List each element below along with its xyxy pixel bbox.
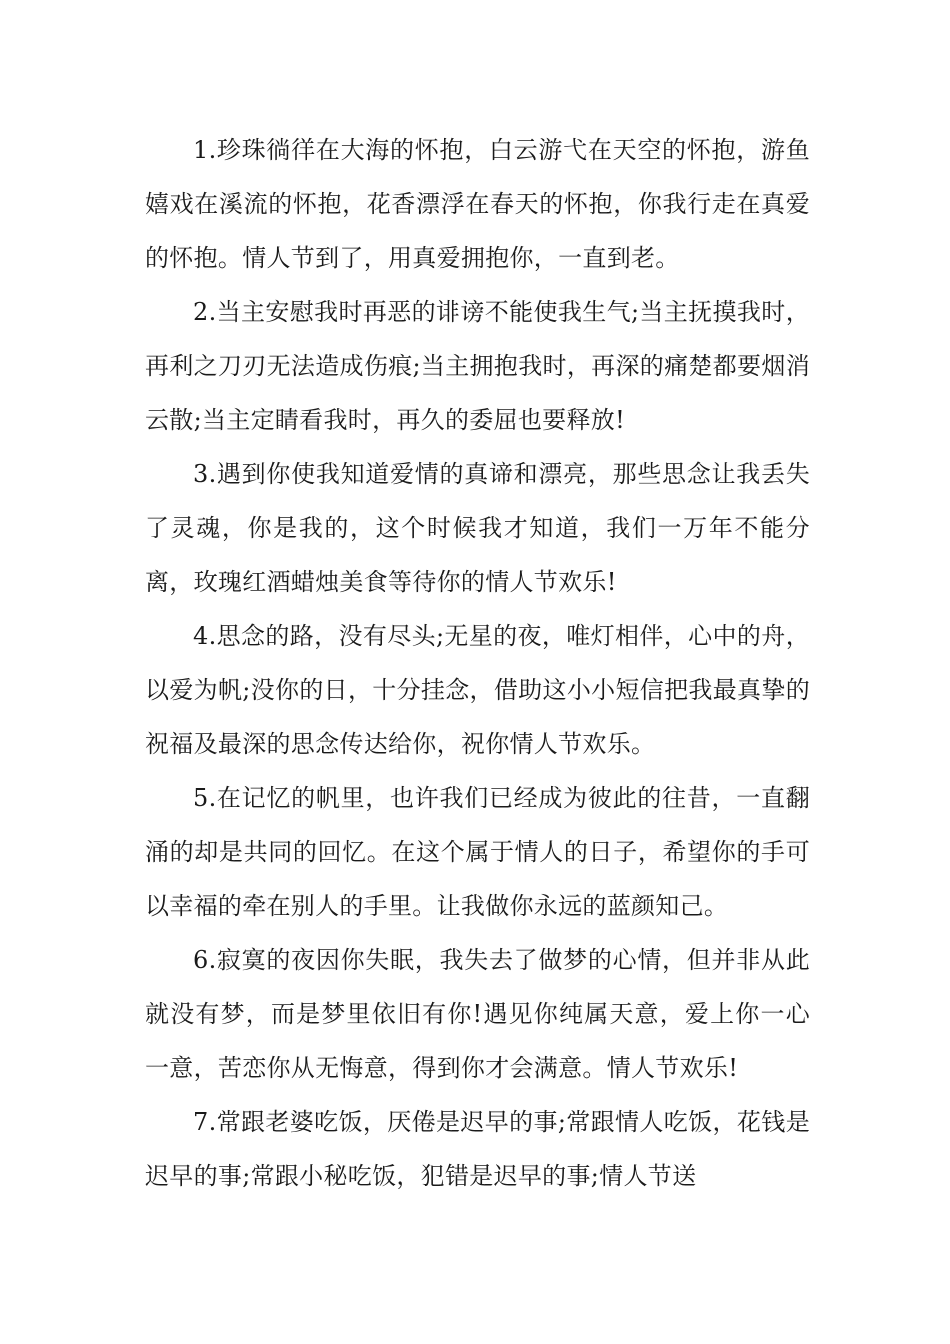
paragraph-1: 1.珍珠徜徉在大海的怀抱，白云游弋在天空的怀抱，游鱼嬉戏在溪流的怀抱，花香漂浮在春天的怀抱，你我行走在真爱的怀抱。情人节到了，用真爱拥抱你，一直到老。 — [145, 136, 810, 272]
document-body — [145, 123, 810, 1203]
paragraph-6: 6.寂寞的夜因你失眠，我失去了做梦的心情，但并非从此就没有梦，而是梦里依旧有你!遇见你纯属天意，爱上你一心一意，苦恋你从无悔意，得到你才会满意。情人节欢乐! — [145, 946, 810, 1082]
paragraph-5: 5.在记忆的帆里，也许我们已经成为彼此的往昔，一直翻涌的却是共同的回忆。在这个属于情人的日子，希望你的手可以幸福的牵在别人的手里。让我做你永远的蓝颜知己。 — [145, 784, 810, 920]
paragraph-2: 2.当主安慰我时再恶的诽谤不能使我生气;当主抚摸我时，再利之刀刃无法造成伤痕;当主拥抱我时，再深的痛楚都要烟消云散;当主定睛看我时，再久的委屈也要释放! — [145, 298, 810, 434]
paragraph-4: 4.思念的路，没有尽头;无星的夜，唯灯相伴，心中的舟，以爱为帆;没你的日，十分挂念，借助这小小短信把我最真挚的祝福及最深的思念传达给你，祝你情人节欢乐。 — [145, 622, 810, 758]
paragraph-7: 7.常跟老婆吃饭，厌倦是迟早的事;常跟情人吃饭，花钱是迟早的事;常跟小秘吃饭，犯错是迟早的事;情人节送 — [145, 1108, 810, 1190]
paragraph-3: 3.遇到你使我知道爱情的真谛和漂亮，那些思念让我丢失了灵魂，你是我的，这个时候我才知道，我们一万年不能分离，玫瑰红酒蜡烛美食等待你的情人节欢乐! — [145, 460, 810, 596]
